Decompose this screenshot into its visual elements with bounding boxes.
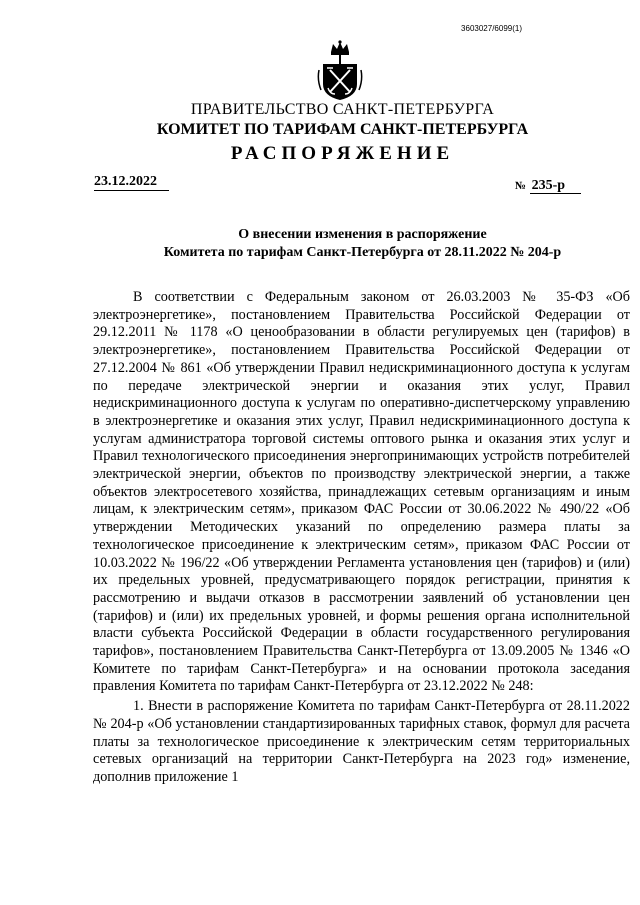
document-date: 23.12.2022 [94,174,169,191]
title-line-1: О внесении изменения в распоряжение [238,227,487,242]
registration-number: 3603027/6099(1) [461,24,522,33]
number-sign: № [515,180,527,192]
document-body [93,289,630,787]
government-name: ПРАВИТЕЛЬСТВО САНКТ-ПЕТЕРБУРГА [190,101,495,118]
number-value: 235-р [530,178,581,194]
coat-of-arms-icon [317,40,363,102]
document-title [100,226,625,262]
document-type: РАСПОРЯЖЕНИЕ [230,143,455,164]
preamble-paragraph: В соответствии с Федеральным законом от 26.03.2003 № 35-ФЗ «Об электроэнергетике», постановлением Правительства Российской Федерации от 29.12.2011 № 1178 «О ценообразовании в области регулируемых цен (тарифов) в электроэнергетике», постановлением Правительства Российской Федерации от 27.12.2004 № 861 «Об утверждении Правил недискриминационного доступа к услугам по передаче электрической энергии и оказания этих услуг, Правил недискриминационного доступа к услугам по оперативно-диспетчерскому управлению в электроэнергетике и оказания этих услуг, Правил недискриминационного доступа к услугам администратора торговой системы оптового рынка и оказания этих услуг и Правил технологического присоединения энергопринимающих устройств потребителей электрической энергии, объектов по производству электрической энергии, а также объектов электросетевого хозяйства, принадлежащих сетевым организациям и иным лицам, к электрическим сетям», приказом ФАС России от 30.06.2022 № 490/22 «Об утверждении Методических указаний по определению размера платы за технологическое присоединение к электрическим сетям», приказом ФАС России от 10.03.2022 № 196/22 «Об утверждении Регламента установления цен (тарифов) и (или) их предельных уровней, предусматривающего порядок регистрации, принятия к рассмотрению и выдачи отказов в рассмотрении заявлений об установлении цен (тарифов) и (или) их предельных уровней, и формы решения органа исполнительной власти субъекта Российской Федерации в области государственного регулирования тарифов», постановлением Правительства Санкт-Петербурга от 13.09.2005 № 1346 «О Комитете по тарифам Санкт-Петербурга» и на основании протокола заседания правления Комитета по тарифам Санкт-Петербурга от 23.12.2022 № 248: [93,289,630,695]
document-number [515,178,581,194]
item-1-paragraph: 1. Внести в распоряжение Комитета по тарифам Санкт-Петербурга от 28.11.2022 № 204-р «Об установлении стандартизированных тарифных ставок, формул для расчета платы за технологическое присоединение к электрическим сетям территориальных сетевых организаций на территории Санкт-Петербурга на 2023 год» изменение, дополнив приложение 1 [93,698,630,785]
committee-name: КОМИТЕТ ПО ТАРИФАМ САНКТ-ПЕТЕРБУРГА [156,121,529,138]
title-line-2: Комитета по тарифам Санкт-Петербурга от 28.11.2022 № 204-р [163,245,562,260]
